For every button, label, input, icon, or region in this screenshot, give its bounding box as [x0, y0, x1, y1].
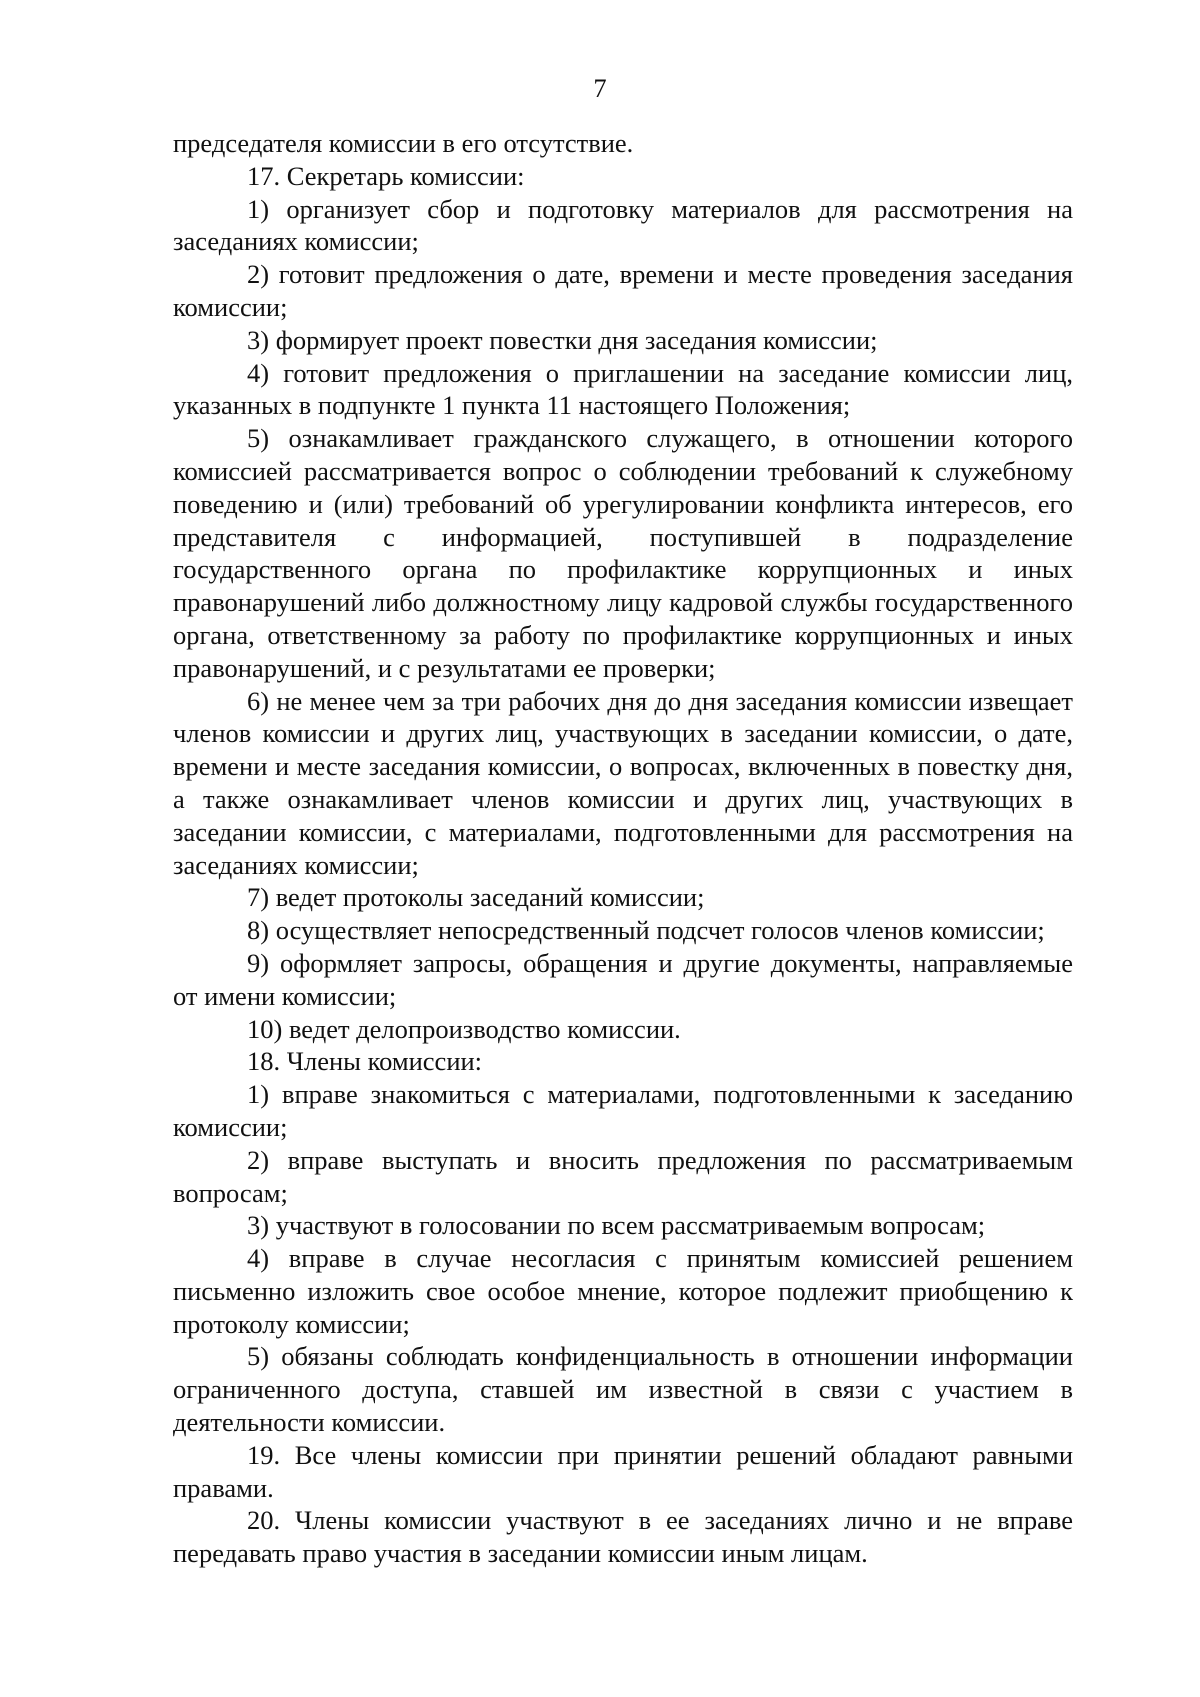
paragraph-17-item-1: 1) организует сбор и подготовку материалов для рассмотрения на заседаниях комиссии;	[173, 193, 1073, 257]
paragraph-17-item-5: 5) ознакамливает гражданского служащего, в отношении которого комиссией рассматривается вопрос о соблюдении требований к служебному поведению и (или) требований об урегулировании конфликта интересов, его представителя с информацией, поступившей в подразделение государственного органа по профилактике коррупционных и иных правонарушений либо должностному лицу кадровой службы государственного органа, ответственному за работу по профилактике коррупционных и иных правонарушений, и с результатами ее проверки;	[173, 423, 1073, 683]
paragraph-17-item-4: 4) готовит предложения о приглашении на заседание комиссии лиц, указанных в подпункте 1 пункта 11 настоящего Положения;	[173, 357, 1073, 421]
paragraph-17-item-10: 10) ведет делопроизводство комиссии.	[247, 1013, 681, 1044]
paragraph-18-item-3: 3) участвуют в голосовании по всем рассматриваемым вопросам;	[247, 1210, 986, 1241]
paragraph-17-item-6: 6) не менее чем за три рабочих дня до дня заседания комиссии извещает членов комиссии и других лиц, участвующих в заседании комиссии, о дате, времени и месте заседания комиссии, о вопросах, включенных в повестку дня, а также ознакамливает членов комиссии и других лиц, участвующих в заседании комиссии, с материалами, подготовленными для рассмотрения на заседаниях комиссии;	[173, 685, 1073, 880]
paragraph-17-heading: 17. Секретарь комиссии:	[247, 160, 525, 191]
paragraph-continuation: председателя комиссии в его отсутствие.	[173, 128, 634, 158]
paragraph-17-item-3: 3) формирует проект повестки дня заседания комиссии;	[247, 324, 878, 355]
paragraph-18-item-4: 4) вправе в случае несогласия с принятым комиссией решением письменно изложить свое особое мнение, которое подлежит приобщению к протоколу комиссии;	[173, 1243, 1073, 1339]
paragraph-18-item-1: 1) вправе знакомиться с материалами, подготовленными к заседанию комиссии;	[173, 1079, 1073, 1142]
paragraph-18-item-5: 5) обязаны соблюдать конфиденциальность в отношении информации ограниченного доступа, ставшей им известной в связи с участием в деятельности комиссии.	[173, 1341, 1073, 1438]
page-number: 7	[593, 73, 607, 103]
paragraph-17-item-9: 9) оформляет запросы, обращения и другие документы, направляемые от имени комиссии;	[173, 947, 1073, 1011]
paragraph-18-item-2: 2) вправе выступать и вносить предложения по рассматриваемым вопросам;	[173, 1144, 1073, 1208]
document-body	[173, 127, 1073, 1570]
paragraph-19: 19. Все члены комиссии при принятии решений обладают равными правами.	[173, 1439, 1073, 1503]
paragraph-18-heading: 18. Члены комиссии:	[247, 1046, 483, 1077]
paragraph-20: 20. Члены комиссии участвуют в ее заседаниях лично и не вправе передавать право участия в заседании комиссии иным лицам.	[173, 1505, 1073, 1569]
paragraph-17-item-7: 7) ведет протоколы заседаний комиссии;	[247, 882, 705, 913]
paragraph-17-item-8: 8) осуществляет непосредственный подсчет голосов членов комиссии;	[247, 915, 1045, 946]
paragraph-17-item-2: 2) готовит предложения о дате, времени и месте проведения заседания комиссии;	[173, 259, 1073, 322]
